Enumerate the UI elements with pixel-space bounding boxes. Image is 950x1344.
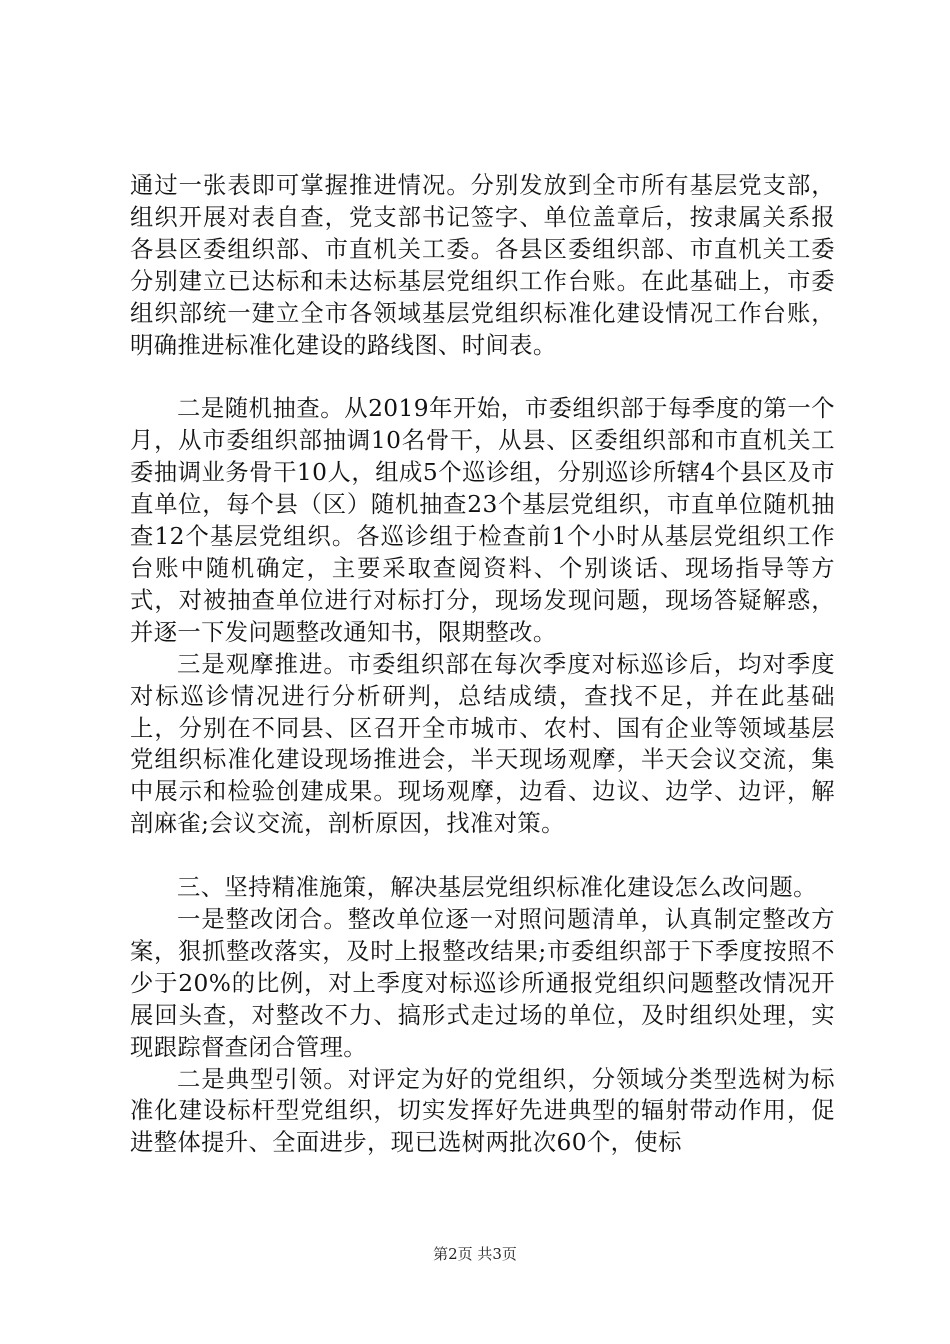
section-heading-three: 三、坚持精准施策，解决基层党组织标准化建设怎么改问题。 <box>177 874 817 902</box>
paragraph-rectification: 一是整改闭合。整改单位逐一对照问题清单，认真制定整改方案，狠抓整改落实，及时上报整改结果;市委组织部于下季度按照不少于20%的比例，对上季度对标巡诊所通报党组织问题整改情况开展回头查，对整改不力、搞形式走过场的单位，及时组织处理，实现跟踪督查闭合管理。 <box>130 906 835 1061</box>
paragraph-gap <box>130 361 835 393</box>
page-footer: 第2页 共3页 <box>433 1245 517 1263</box>
paragraph-observation: 三是观摩推进。市委组织部在每次季度对标巡诊后，均对季度对标巡诊情况进行分析研判，总结成绩，查找不足，并在此基础上，分别在不同县、区召开全市城市、农村、国有企业等领域基层党组织标准化建设现场推进会，半天现场观摩，半天会议交流，集中展示和检验创建成果。现场观摩，边看、边议、边学、边评，解剖麻雀;会议交流，剖析原因，找准对策。 <box>130 650 835 838</box>
paragraph-model-leading: 二是典型引领。对评定为好的党组织，分领域分类型选树为标准化建设标杆型党组织，切实发挥好先进典型的辐射带动作用，促进整体提升、全面进步，现已选树两批次60个，使标 <box>130 1065 835 1157</box>
document-body <box>130 170 835 1159</box>
paragraph-random-inspection: 二是随机抽查。从2019年开始，市委组织部于每季度的第一个月，从市委组织部抽调10名骨干，从县、区委组织部和市直机关工委抽调业务骨干10人，组成5个巡诊组，分别巡诊所辖4个县区及市直单位，每个县（区）随机抽查23个基层党组织，市直单位随机抽查12个基层党组织。各巡诊组于检查前1个小时从基层党组织工作台账中随机确定，主要采取查阅资料、个别谈话、现场指导等方式，对被抽查单位进行对标打分，现场发现问题，现场答疑解惑，并逐一下发问题整改通知书，限期整改。 <box>130 395 835 646</box>
paragraph-continuation: 通过一张表即可掌握推进情况。分别发放到全市所有基层党支部，组织开展对表自查，党支部书记签字、单位盖章后，按隶属关系报各县区委组织部、市直机关工委。各县区委组织部、市直机关工委分别建立已达标和未达标基层党组织工作台账。在此基础上，市委组织部统一建立全市各领域基层党组织标准化建设情况工作台账，明确推进标准化建设的路线图、时间表。 <box>130 172 835 359</box>
paragraph-gap <box>130 840 835 872</box>
